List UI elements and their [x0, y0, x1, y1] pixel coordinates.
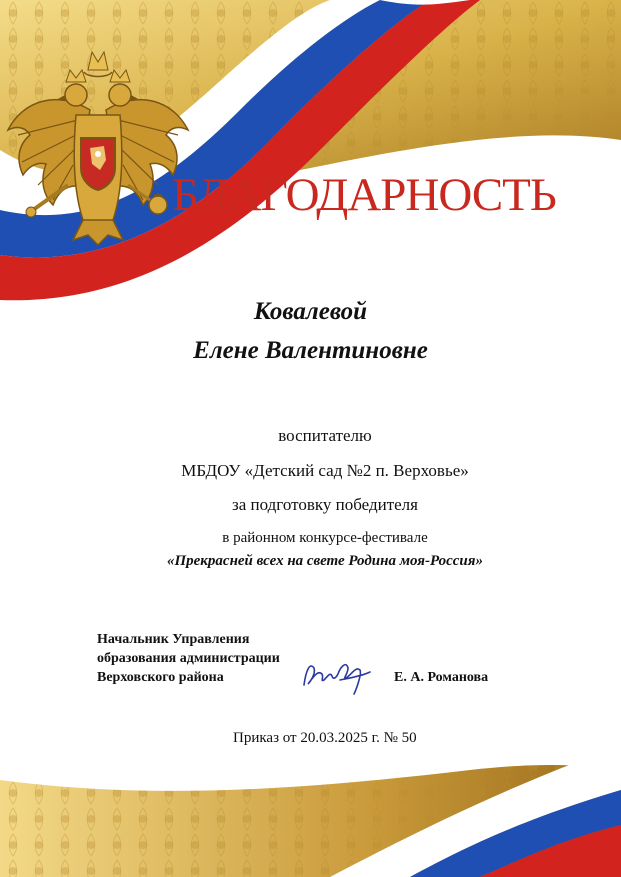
recipient-given-name: Елене Валентиновне: [193, 337, 428, 364]
order-reference: Приказ от 20.03.2025 г. № 50: [233, 730, 417, 746]
recipient-position: воспитателю: [278, 426, 372, 445]
signatory-position-line: Верховского района: [97, 670, 224, 685]
signatory-position: [97, 630, 280, 687]
signatory-position-line: образования администрации: [97, 651, 280, 666]
recipient-surname: Ковалевой: [253, 298, 368, 325]
certificate-title: БЛАГОДАРНОСТЬ: [172, 169, 556, 221]
handwritten-signature: [296, 650, 376, 700]
recipient-organization: МБДОУ «Детский сад №2 п. Верховье»: [181, 461, 469, 480]
signatory-position-line: Начальник Управления: [97, 632, 250, 647]
award-reason: за подготовку победителя: [232, 495, 418, 514]
contest-name: «Прекрасней всех на свете Родина моя-Россия»: [166, 553, 484, 569]
signatory-name: Е. А. Романова: [394, 670, 489, 685]
event-description: в районном конкурсе-фестивале: [222, 530, 428, 546]
